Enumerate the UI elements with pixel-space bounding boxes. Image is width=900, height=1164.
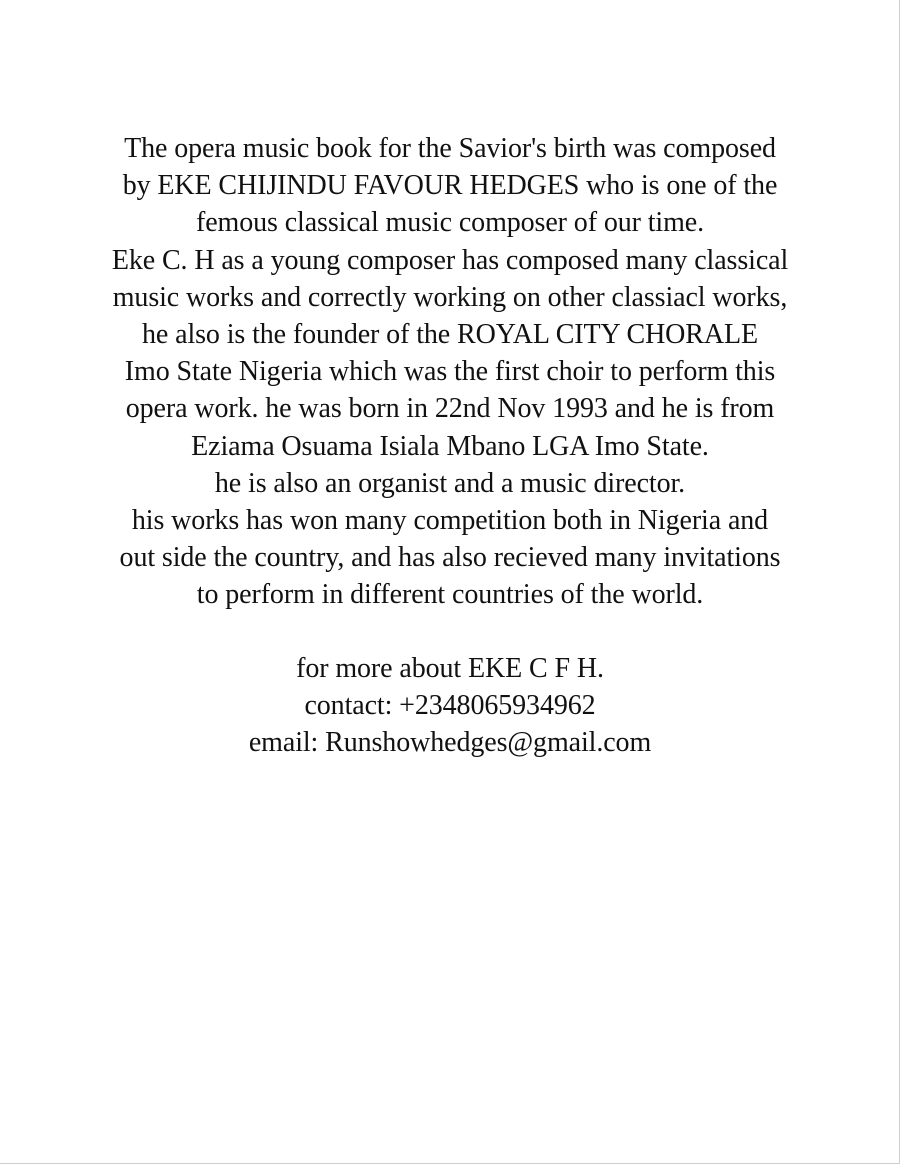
bio-line: to perform in different countries of the world.	[196, 579, 704, 611]
contact-phone: contact: +2348065934962	[304, 690, 596, 722]
composer-biography	[0, 130, 900, 614]
bio-line: The opera music book for the Savior's birth was composed	[124, 133, 776, 164]
bio-line: he is also an organist and a music director.	[214, 467, 686, 499]
bio-line: Eziama Osuama Isiala Mbano LGA Imo State.	[191, 430, 709, 462]
bio-line: Imo State Nigeria which was the first choir to perform this	[124, 356, 776, 388]
bio-line: by EKE CHIJINDU FAVOUR HEDGES who is one of the	[122, 170, 778, 202]
bio-line: music works and correctly working on other classiacl works,	[112, 281, 788, 313]
bio-line: femous classical music composer of our time.	[195, 207, 705, 239]
contact-info	[0, 650, 900, 762]
bio-line: his works has won many competition both in Nigeria and	[131, 505, 769, 537]
contact-heading: for more about EKE C F H.	[296, 653, 604, 684]
contact-email: email: Runshowhedges@gmail.com	[248, 727, 652, 759]
bio-line: Eke C. H as a young composer has composed many classical	[111, 244, 789, 276]
bio-line: he also is the founder of the ROYAL CITY CHORALE	[141, 319, 759, 351]
bio-line: opera work. he was born in 22nd Nov 1993 and he is from	[125, 393, 775, 425]
bio-line: out side the country, and has also recieved many invitations	[119, 542, 781, 574]
